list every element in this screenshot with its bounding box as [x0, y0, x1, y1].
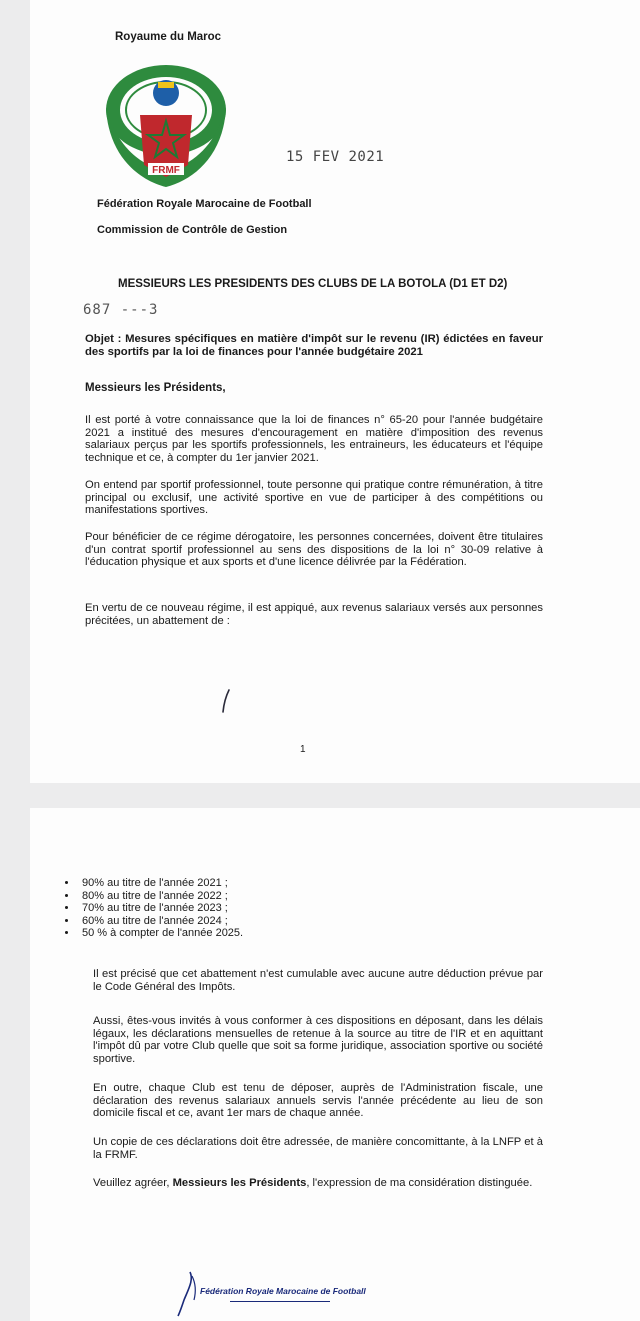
abatement-item: • 50 % à compter de l'année 2025.	[78, 927, 243, 940]
paragraph-4: En vertu de ce nouveau régime, il est appiqué, aux revenus salariaux versés aux personnes précitées, un abattement de :	[85, 602, 543, 627]
abatement-list	[60, 877, 243, 940]
paragraph-3: Pour bénéficier de ce régime dérogatoire, les personnes concernées, doivent être titulaires d'un contrat sportif professionnel au sens des dispositions de la loi n° 30-09 relative à l'éducation physique et aux sports et d'une licence délivrée par la Fédération.	[85, 531, 543, 569]
reference-number: 687 ---3	[83, 302, 159, 318]
abatement-item: • 60% au titre de l'année 2024 ;	[78, 915, 243, 928]
closing-start: Veuillez agréer,	[93, 1177, 173, 1189]
date-stamp: 15 FEV 2021	[286, 149, 385, 165]
paragraph-7: En outre, chaque Club est tenu de déposer, auprès de l'Administration fiscale, une déclaration des revenus salariaux annuels servis l'année précédente au lieu de son domicile fiscal et ce, avant 1er mars de chaque année.	[93, 1082, 543, 1120]
addressee: MESSIEURS LES PRESIDENTS DES CLUBS DE LA BOTOLA (D1 ET D2)	[118, 278, 508, 290]
paragraph-8: Un copie de ces déclarations doit être adressée, de manière concomittante, à la LNFP et à la FRMF.	[93, 1136, 543, 1161]
paragraph-5: Il est précisé que cet abattement n'est cumulable avec aucune autre déduction prévue par le Code Général des Impôts.	[93, 968, 543, 993]
abatement-item: • 70% au titre de l'année 2023 ;	[78, 902, 243, 915]
stamp-underline	[230, 1301, 330, 1302]
closing-end: , l'expression de ma considération distinguée.	[306, 1177, 533, 1189]
stamp-text: Fédération Royale Marocaine de Football	[200, 1286, 366, 1296]
federation-name: Fédération Royale Marocaine de Football	[97, 198, 312, 210]
abatement-item: • 80% au titre de l'année 2022 ;	[78, 890, 243, 903]
paragraph-1: Il est porté à votre connaissance que la loi de finances n° 65-20 pour l'année budgétaire 2021 a institué des mesures d'encouragement en matière d'imposition des revenus salariaux perçus par les sportifs professionnels, les entraineurs, les éducateurs et l'équipe technique et ce, à compter du 1er janvier 2021.	[85, 414, 543, 464]
salutation: Messieurs les Présidents,	[85, 382, 226, 394]
paragraph-2: On entend par sportif professionnel, toute personne qui pratique contre rémunération, à titre principal ou exclusif, une activité sportive en vue de participer à des compétitions ou manifestations sportives.	[85, 479, 543, 517]
commission-name: Commission de Contrôle de Gestion	[97, 224, 288, 236]
pen-mark-icon	[220, 688, 232, 714]
frmf-emblem-icon	[98, 55, 234, 190]
letter-subject: Objet : Mesures spécifiques en matière d'impôt sur le revenu (IR) édictées en faveur des sportifs par la loi de finances pour l'année budgétaire 2021	[85, 333, 543, 358]
closing-addressee: Messieurs les Présidents	[172, 1177, 307, 1189]
page-number: 1	[300, 744, 306, 755]
kingdom-title: Royaume du Maroc	[115, 31, 222, 43]
emblem-label: FRMF	[152, 165, 180, 176]
closing-formula	[93, 1177, 543, 1190]
paragraph-6: Aussi, êtes-vous invités à vous conformer à ces dispositions en déposant, dans les délais légaux, les déclarations mensuelles de retenue à la source au titre de l'IR et en aquittant l'impôt dû par votre Club quelle que soit sa forme juridique, association sportive ou société sportive.	[93, 1015, 543, 1065]
abatement-item: • 90% au titre de l'année 2021 ;	[78, 877, 243, 890]
letter-page-1	[30, 0, 640, 783]
